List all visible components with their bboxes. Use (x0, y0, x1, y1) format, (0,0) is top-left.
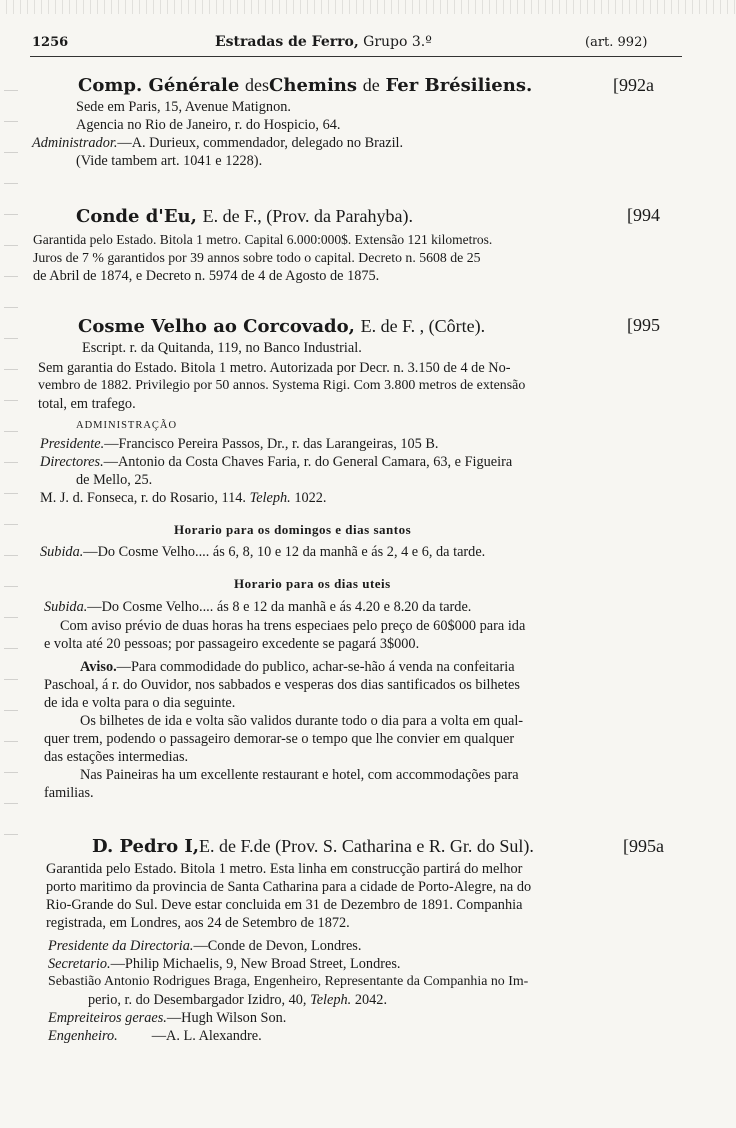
entry-995a-eng-text: —A. L. Alexandre. (151, 1028, 262, 1044)
entry-995a-rep-line: Sebastião Antonio Rodrigues Braga, Engenheiro, Representante da Companhia no Im- (48, 974, 529, 989)
entry-995a-line: Rio-Grande do Sul. Deve estar concluida em 31 de Dezembro de 1891. Companhia (46, 897, 523, 913)
entry-992a-admin (32, 136, 403, 150)
entry-995a-pres-label: Presidente da Directoria. (48, 938, 194, 954)
entry-995a-line: porto maritimo da provincia de Santa Catharina para a cidade de Porto-Alegre, na do (46, 879, 532, 895)
entry-995-note-line: familias. (44, 785, 94, 801)
entry-995a-president (48, 939, 361, 953)
scan-noise-margin (4, 60, 18, 860)
entry-995-mjd (40, 491, 327, 505)
entry-995-note-line: das estações intermedias. (44, 749, 189, 765)
entry-995-mjd-teleph: 1022. (294, 490, 327, 506)
entry-992a-name-c: Fer Brésiliens. (385, 75, 533, 96)
entry-995a-rep-line2 (88, 993, 387, 1007)
entry-992a-number: [992a (613, 75, 654, 95)
entry-995a-rest: E. de F.de (Prov. S. Catharina e R. Gr. do Sul). (199, 836, 534, 856)
entry-995-aviso-line: de ida e volta para o dia seguinte. (44, 695, 236, 711)
entry-995-sunday-heading: Horario para os domingos e dias santos (174, 522, 412, 537)
entry-995-line: Sem garantia do Estado. Bitola 1 metro. Autorizada por Decr. n. 3.150 de 4 de No- (38, 360, 511, 376)
entry-992a-name-b: Chemins (269, 75, 358, 96)
entry-995-weekday-label: Subida. (44, 599, 88, 615)
entry-992a-line: Sede em Paris, 15, Avenue Matignon. (76, 99, 291, 115)
entry-995-line: Escript. r. da Quitanda, 119, no Banco Industrial. (82, 340, 362, 356)
entry-995-note-line: Os bilhetes de ida e volta são validos durante todo o dia para a volta em qual- (80, 713, 524, 729)
entry-995a-eng-label: Engenheiro. (48, 1028, 118, 1044)
entry-995-directors-label: Directores. (40, 454, 104, 470)
entry-995-line: total, em trafego. (38, 396, 136, 412)
entry-995-weekday (44, 600, 471, 614)
entry-995-sunday-label: Subida. (40, 544, 84, 560)
entry-992a-admin-text: —A. Durieux, commendador, delegado no Brazil. (117, 135, 404, 151)
entry-992a-name-mid2: de (362, 75, 380, 95)
entry-995a-secretary (48, 957, 400, 971)
entry-994-title (76, 207, 413, 226)
entry-995-number: [995 (627, 315, 660, 335)
entry-995-aviso-label: Aviso. (80, 659, 117, 675)
entry-994-line: Garantida pelo Estado. Bitola 1 metro. Capital 6.000:000$. Extensão 121 kilometros. (33, 232, 493, 247)
entry-994-line: de Abril de 1874, e Decreto n. 5974 de 4 de Agosto de 1875. (33, 268, 380, 284)
entry-994-rest: E. de F., (Prov. da Parahyba). (202, 206, 413, 226)
article-range: (art. 992) (585, 35, 648, 50)
running-head (215, 35, 432, 49)
entry-995-directors-cont: de Mello, 25. (76, 472, 153, 488)
entry-995a-engineer (48, 1029, 262, 1043)
entry-995-weekday-heading: Horario para os dias uteis (234, 576, 391, 591)
entry-994-name: Conde d'Eu, (76, 206, 197, 227)
entry-995-president (40, 437, 439, 451)
entry-995a-pres-text: —Conde de Devon, Londres. (193, 938, 362, 954)
entry-992a-admin-label: Administrador. (32, 135, 118, 151)
entry-995-note-line: quer trem, podendo o passageiro demorar-se o tempo que lhe convier em qualquer (44, 731, 515, 747)
entry-994-line: Juros de 7 % garantidos por 39 annos sobre todo o capital. Decreto n. 5608 de 25 (33, 250, 481, 265)
entry-995-title (78, 317, 485, 336)
entry-995a-rep-teleph: 2042. (354, 992, 388, 1008)
header-rule (30, 56, 682, 57)
entry-995-rest: E. de F. , (Côrte). (360, 316, 486, 336)
entry-995-aviso-text: —Para commodidade do publico, achar-se-hão á venda na confeitaria (116, 659, 515, 675)
entry-995a-sec-text: —Philip Michaelis, 9, New Broad Street, Londres. (110, 956, 401, 972)
entry-995-admin-heading: ADMINISTRAÇÃO (76, 420, 178, 431)
entry-995-weekday-text: —Do Cosme Velho.... ás 8 e 12 da manhã e ás 4.20 e 8.20 da tarde. (87, 599, 472, 615)
entry-995-weekday-line: Com aviso prévio de duas horas ha trens especiaes pelo preço de 60$000 para ida (60, 618, 526, 634)
entry-992a-line: (Vide tambem art. 1041 e 1228). (76, 153, 263, 169)
entry-995-mjd-teleph-label: Teleph. (249, 490, 291, 506)
entry-995a-emp-label: Empreiteiros geraes. (48, 1010, 167, 1026)
entry-995a-title (92, 837, 534, 856)
entry-995a-emp-text: —Hugh Wilson Son. (166, 1010, 287, 1026)
entry-995a-line: Garantida pelo Estado. Bitola 1 metro. Esta linha em construcção partirá do melhor (46, 861, 523, 877)
entry-995a-contractors (48, 1011, 286, 1025)
entry-995a-line: registrada, em Londres, aos 24 de Setembro de 1872. (46, 915, 350, 931)
page-number: 1256 (32, 35, 69, 50)
entry-995-note-line: Nas Paineiras ha um excellente restaurant e hotel, com accommodações para (80, 767, 519, 783)
running-head-bold: Estradas de Ferro, (215, 34, 359, 50)
entry-995-sunday-text: —Do Cosme Velho.... ás 6, 8, 10 e 12 da manhã e ás 2, 4 e 6, da tarde. (83, 544, 486, 560)
scan-noise-top (0, 0, 736, 14)
entry-995-name: Cosme Velho ao Corcovado, (78, 316, 355, 337)
entry-995a-name: D. Pedro I, (92, 836, 200, 857)
entry-995-directors (40, 455, 512, 469)
entry-995-aviso-line: Paschoal, á r. do Ouvidor, nos sabbados e vesperas dos dias santificados os bilhetes (44, 677, 520, 693)
entry-992a-name-mid: des (245, 75, 270, 95)
entry-992a-line: Agencia no Rio de Janeiro, r. do Hospicio, 64. (76, 117, 341, 133)
entry-995-aviso (80, 660, 515, 674)
entry-995-weekday-line: e volta até 20 pessoas; por passageiro excedente se pagará 3$000. (44, 636, 420, 652)
entry-992a-title (78, 76, 532, 95)
running-head-group: Grupo 3.º (363, 34, 432, 50)
entry-995-mjd-text: M. J. d. Fonseca, r. do Rosario, 114. (40, 490, 246, 506)
entry-995-line: vembro de 1882. Privilegio por 50 annos. Systema Rigi. Com 3.800 metros de extensão (38, 378, 526, 393)
entry-995-president-text: —Francisco Pereira Passos, Dr., r. das Larangeiras, 105 B. (104, 436, 439, 452)
entry-995a-sec-label: Secretario. (48, 956, 111, 972)
entry-994-number: [994 (627, 205, 660, 225)
entry-995a-number: [995a (623, 836, 664, 856)
entry-995a-rep-text: perio, r. do Desembargador Izidro, 40, (88, 992, 307, 1008)
entry-995-sunday (40, 545, 485, 559)
entry-995-directors-text: —Antonio da Costa Chaves Faria, r. do General Camara, 63, e Figueira (103, 454, 513, 470)
entry-995-president-label: Presidente. (40, 436, 105, 452)
entry-992a-name: Comp. Générale (78, 75, 240, 96)
entry-995a-rep-teleph-label: Teleph. (310, 992, 352, 1008)
